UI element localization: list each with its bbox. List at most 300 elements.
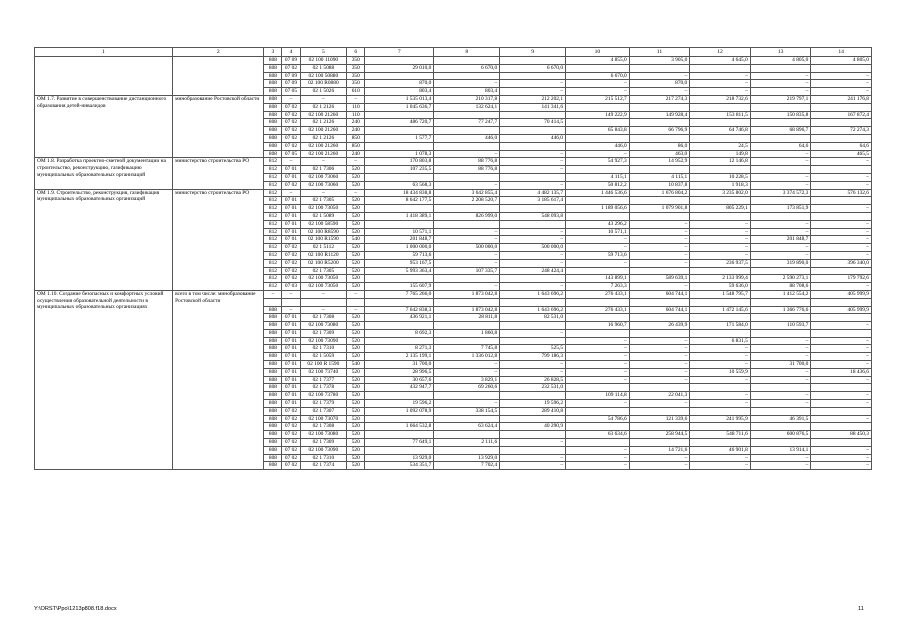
header-cell: 7 (365, 48, 434, 57)
code-cell: 07 01 (282, 353, 300, 361)
code-cell: 07 01 (282, 361, 300, 369)
code-cell: 02 100 73060 (300, 181, 347, 189)
header-cell: 6 (347, 48, 365, 57)
amount-cell: – (690, 80, 751, 88)
code-cell: 812 (264, 275, 282, 283)
amount-cell: – (434, 368, 500, 376)
code-cell: 808 (264, 431, 282, 439)
amount-cell: 217 274,3 (629, 95, 690, 103)
amount-cell: – (500, 259, 566, 267)
amount-cell: 88 776,8 (434, 158, 500, 166)
amount-cell (750, 423, 811, 431)
code-cell (282, 298, 300, 306)
code-cell: 02 1 5089 (300, 212, 347, 220)
amount-cell: 64,6 (811, 142, 872, 150)
amount-cell (566, 212, 630, 220)
code-cell: 240 (347, 119, 365, 127)
amount-cell: 3 829,1 (434, 376, 500, 384)
amount-cell (750, 407, 811, 415)
code-cell: 07 09 (282, 80, 300, 88)
amount-cell: – (434, 259, 500, 267)
code-cell: – (300, 306, 347, 314)
code-cell: 520 (347, 345, 365, 353)
amount-cell (566, 64, 630, 72)
amount-cell: 6 670,0 (500, 64, 566, 72)
amount-cell: 143 899,1 (566, 275, 630, 283)
measure-title-cell: ОМ 1.8. Разработка проектно-сметной документации на строительство, реконструкцию, газификацию муниципальных образовательных организаций (35, 158, 173, 189)
amount-cell: – (566, 454, 630, 462)
code-cell: 07 02 (282, 431, 300, 439)
amount-cell: 432 947,7 (365, 384, 434, 392)
code-cell: 812 (264, 228, 282, 236)
amount-cell: – (434, 361, 500, 369)
amount-cell: 54 786,6 (566, 415, 630, 423)
code-cell: 07 01 (282, 212, 300, 220)
amount-cell (434, 72, 500, 80)
amount-cell: 1 860,8 (434, 329, 500, 337)
code-cell: 07 01 (282, 329, 300, 337)
table-row (35, 189, 872, 197)
amount-cell: 63 568,3 (365, 181, 434, 189)
amount-cell: 5 993 363,4 (365, 267, 434, 275)
code-cell: 808 (264, 111, 282, 119)
code-cell: 520 (347, 220, 365, 228)
amount-cell: 7 263,3 (566, 283, 630, 291)
amount-cell: 132 624,1 (434, 103, 500, 111)
code-cell: 808 (264, 329, 282, 337)
amount-cell (434, 337, 500, 345)
code-cell: 520 (347, 439, 365, 447)
code-cell: 808 (264, 134, 282, 142)
amount-cell (750, 197, 811, 205)
code-cell: 808 (264, 88, 282, 96)
code-cell: 520 (347, 353, 365, 361)
code-cell: 07 01 (282, 337, 300, 345)
amount-cell: 141 341,6 (500, 103, 566, 111)
amount-cell: 66 796,9 (629, 127, 690, 135)
table-row (35, 95, 872, 103)
code-cell: 808 (264, 72, 282, 80)
amount-cell: 1 336 012,8 (434, 353, 500, 361)
amount-cell: 436 921,1 (365, 314, 434, 322)
code-cell: – (347, 290, 365, 298)
amount-cell (500, 337, 566, 345)
amount-cell: – (500, 439, 566, 447)
amount-cell (500, 298, 566, 306)
amount-cell: – (629, 244, 690, 252)
amount-cell: 3 235 802,0 (690, 189, 751, 197)
amount-cell: 465,5 (811, 150, 872, 158)
amount-cell: – (811, 400, 872, 408)
amount-cell: 258 944,5 (629, 431, 690, 439)
code-cell: 520 (347, 173, 365, 181)
amount-cell: 24,5 (690, 142, 751, 150)
amount-cell: 12 146,8 (690, 158, 751, 166)
code-cell: 350 (347, 64, 365, 72)
code-cell: 520 (347, 400, 365, 408)
amount-cell: 6 670,0 (566, 72, 630, 80)
code-cell: 350 (347, 57, 365, 65)
amount-cell: 59 713,6 (566, 251, 630, 259)
amount-cell: – (690, 244, 751, 252)
amount-cell: – (811, 337, 872, 345)
amount-cell (434, 275, 500, 283)
amount-cell (365, 431, 434, 439)
amount-cell (629, 407, 690, 415)
amount-cell: – (434, 400, 500, 408)
amount-cell: 2 208 520,7 (434, 197, 500, 205)
header-cell: 9 (500, 48, 566, 57)
table-row (35, 290, 872, 298)
amount-cell (500, 392, 566, 400)
amount-cell (690, 119, 751, 127)
code-cell: 540 (347, 236, 365, 244)
code-cell: 07 01 (282, 205, 300, 213)
amount-cell: – (811, 80, 872, 88)
amount-cell: 28 811,8 (434, 314, 500, 322)
amount-cell: – (811, 415, 872, 423)
amount-cell: – (811, 228, 872, 236)
code-cell: 07 02 (282, 111, 300, 119)
amount-cell: – (434, 150, 500, 158)
amount-cell: – (629, 283, 690, 291)
code-cell: 02 1 7305 (300, 197, 347, 205)
amount-cell: – (500, 150, 566, 158)
amount-cell (750, 298, 811, 306)
amount-cell: 8 692,3 (365, 329, 434, 337)
code-cell: 02 1 7306 (300, 166, 347, 174)
code-cell: 520 (347, 392, 365, 400)
code-cell: 520 (347, 251, 365, 259)
amount-cell: 4 805,0 (750, 57, 811, 65)
amount-cell: – (629, 251, 690, 259)
code-cell: 02 1 5026 (300, 88, 347, 96)
amount-cell (629, 329, 690, 337)
amount-cell (750, 314, 811, 322)
amount-cell: – (690, 228, 751, 236)
amount-cell: – (629, 345, 690, 353)
amount-cell: 6 831,5 (690, 337, 751, 345)
code-cell: 02 1 5088 (300, 64, 347, 72)
amount-cell (434, 322, 500, 330)
amount-cell (690, 64, 751, 72)
code-cell: 520 (347, 181, 365, 189)
code-cell: 07 02 (282, 134, 300, 142)
amount-cell: 22 041,3 (629, 392, 690, 400)
amount-cell: – (750, 228, 811, 236)
amount-cell (365, 415, 434, 423)
amount-cell (500, 127, 566, 135)
code-cell: 02 100 R1590 (300, 236, 347, 244)
amount-cell (750, 439, 811, 447)
code-cell: 812 (264, 244, 282, 252)
code-cell: 812 (264, 158, 282, 166)
amount-cell: 210 317,8 (434, 95, 500, 103)
amount-cell (629, 384, 690, 392)
amount-cell: – (629, 72, 690, 80)
amount-cell (811, 423, 872, 431)
amount-cell (434, 205, 500, 213)
code-cell: 812 (264, 181, 282, 189)
amount-cell: – (750, 368, 811, 376)
amount-cell: 43 296,2 (566, 220, 630, 228)
amount-cell: 534 351,7 (365, 462, 434, 470)
amount-cell (750, 329, 811, 337)
measure-title-cell: ОМ 1.9. Строительство, реконструкция, газификация муниципальных образовательных организаций (35, 189, 173, 290)
amount-cell: – (500, 236, 566, 244)
amount-cell: 1 092 078,9 (365, 407, 434, 415)
amount-cell: 446,0 (434, 134, 500, 142)
amount-cell: 219 797,1 (750, 95, 811, 103)
amount-cell (365, 275, 434, 283)
amount-cell: 289 410,8 (500, 407, 566, 415)
code-cell: 520 (347, 407, 365, 415)
amount-cell: 64 746,8 (690, 127, 751, 135)
amount-cell: 31 700,0 (750, 361, 811, 369)
amount-cell: – (811, 353, 872, 361)
amount-cell: – (750, 80, 811, 88)
code-cell: 02 1 7377 (300, 376, 347, 384)
code-cell: 520 (347, 228, 365, 236)
amount-cell: 201 848,7 (750, 236, 811, 244)
code-cell: – (282, 189, 300, 197)
amount-cell: – (690, 392, 751, 400)
amount-cell (500, 173, 566, 181)
code-cell: 808 (264, 423, 282, 431)
code-cell: 02 100 21260 (300, 111, 347, 119)
amount-cell: – (811, 446, 872, 454)
code-cell: 812 (264, 212, 282, 220)
amount-cell: 59 713,6 (365, 251, 434, 259)
amount-cell (690, 267, 751, 275)
code-cell: 808 (264, 353, 282, 361)
amount-cell (629, 298, 690, 306)
code-cell: 02 100 73080 (300, 431, 347, 439)
amount-cell: 77 649,1 (365, 439, 434, 447)
code-cell: 02 1 7374 (300, 462, 347, 470)
code-cell: 07 02 (282, 244, 300, 252)
amount-cell (811, 439, 872, 447)
code-cell: 850 (347, 134, 365, 142)
amount-cell (750, 212, 811, 220)
amount-cell: – (629, 454, 690, 462)
code-cell: 812 (264, 236, 282, 244)
code-cell: – (347, 189, 365, 197)
amount-cell: – (629, 368, 690, 376)
code-cell: 07 02 (282, 127, 300, 135)
amount-cell (500, 111, 566, 119)
code-cell: 240 (347, 127, 365, 135)
code-cell: 02 100 R 1590 (300, 361, 347, 369)
amount-cell: – (811, 244, 872, 252)
code-cell: 07 02 (282, 142, 300, 150)
amount-cell: 215 512,7 (566, 95, 630, 103)
amount-cell: – (566, 400, 630, 408)
amount-cell: – (690, 361, 751, 369)
amount-cell (690, 197, 751, 205)
code-cell: 520 (347, 368, 365, 376)
code-cell: 520 (347, 283, 365, 291)
code-cell: 02 100 R1120 (300, 251, 347, 259)
amount-cell: 870,0 (365, 80, 434, 88)
amount-cell: 19 596,2 (365, 400, 434, 408)
amount-cell (811, 267, 872, 275)
code-cell: – (282, 306, 300, 314)
amount-cell: – (566, 376, 630, 384)
code-cell: 07 02 (282, 251, 300, 259)
amount-cell: – (750, 150, 811, 158)
amount-cell: – (811, 392, 872, 400)
code-cell: 520 (347, 384, 365, 392)
header-cell: 3 (264, 48, 282, 57)
amount-cell: – (500, 368, 566, 376)
code-cell: 07 02 (282, 462, 300, 470)
amount-cell: – (629, 361, 690, 369)
code-cell: – (282, 290, 300, 298)
amount-cell: – (811, 462, 872, 470)
amount-cell: – (566, 368, 630, 376)
code-cell: 07 02 (282, 181, 300, 189)
amount-cell: – (629, 220, 690, 228)
header-cell: 11 (629, 48, 690, 57)
amount-cell (500, 205, 566, 213)
code-cell: 808 (264, 119, 282, 127)
amount-cell: 405 999,9 (811, 306, 872, 314)
amount-cell: – (500, 88, 566, 96)
code-cell: 07 01 (282, 314, 300, 322)
code-cell: 07 01 (282, 236, 300, 244)
amount-cell: – (811, 454, 872, 462)
code-cell: 07 02 (282, 415, 300, 423)
amount-cell: 525,5 (500, 345, 566, 353)
amount-cell: 1 577,7 (365, 134, 434, 142)
amount-cell (629, 439, 690, 447)
code-cell: 02 1 7378 (300, 384, 347, 392)
table-row (35, 158, 872, 166)
code-cell: 808 (264, 322, 282, 330)
code-cell: 02 100 11090 (300, 57, 347, 65)
amount-cell: 2 133 999,4 (690, 275, 751, 283)
amount-cell (365, 337, 434, 345)
amount-cell: 16 960,7 (566, 322, 630, 330)
amount-cell: – (566, 337, 630, 345)
amount-cell: – (690, 220, 751, 228)
code-cell: 850 (347, 142, 365, 150)
code-cell: 808 (264, 376, 282, 384)
code-cell: 07 02 (282, 267, 300, 275)
amount-cell: 241 995,9 (690, 415, 751, 423)
amount-cell (500, 431, 566, 439)
amount-cell: 1 472 145,6 (690, 306, 751, 314)
code-cell: 240 (347, 150, 365, 158)
amount-cell: 149,8 (690, 150, 751, 158)
amount-cell: 3 185 617,4 (500, 197, 566, 205)
amount-cell: – (566, 259, 630, 267)
code-cell: 808 (264, 306, 282, 314)
amount-cell: 1 873 042,8 (434, 290, 500, 298)
amount-cell (690, 298, 751, 306)
code-cell: 520 (347, 212, 365, 220)
amount-cell (434, 127, 500, 135)
table-body (35, 48, 872, 470)
code-cell: 520 (347, 376, 365, 384)
amount-cell (750, 134, 811, 142)
code-cell: 812 (264, 267, 282, 275)
amount-cell: 179 792,6 (811, 275, 872, 283)
code-cell: – (282, 95, 300, 103)
amount-cell (500, 415, 566, 423)
code-cell: 808 (264, 95, 282, 103)
amount-cell (566, 439, 630, 447)
code-cell: 350 (347, 72, 365, 80)
code-cell: 07 05 (282, 150, 300, 158)
amount-cell: 68 896,7 (750, 127, 811, 135)
amount-cell (500, 322, 566, 330)
amount-cell: 149 222,9 (566, 111, 630, 119)
code-cell: 02 1 7308 (300, 314, 347, 322)
amount-cell: – (750, 462, 811, 470)
amount-cell: 63 624,4 (434, 423, 500, 431)
code-cell: 07 01 (282, 384, 300, 392)
code-cell: 812 (264, 283, 282, 291)
amount-cell: 70 414,5 (500, 119, 566, 127)
amount-cell: 26 828,5 (500, 376, 566, 384)
amount-cell: 50 812,2 (566, 181, 630, 189)
amount-cell: 201 848,7 (365, 236, 434, 244)
amount-cell (434, 142, 500, 150)
amount-cell: – (500, 80, 566, 88)
amount-cell (811, 119, 872, 127)
amount-cell (500, 220, 566, 228)
code-cell: 812 (264, 166, 282, 174)
amount-cell: – (750, 392, 811, 400)
amount-cell: 4 115,1 (629, 173, 690, 181)
amount-cell (365, 205, 434, 213)
header-cell: 13 (750, 48, 811, 57)
amount-cell: 548 093,8 (500, 212, 566, 220)
code-cell: – (264, 290, 282, 298)
header-cell: 12 (690, 48, 751, 57)
amount-cell: 64,6 (750, 142, 811, 150)
amount-cell (566, 298, 630, 306)
amount-cell (811, 407, 872, 415)
code-cell: 02 100 73090 (300, 337, 347, 345)
amount-cell: 803,4 (365, 88, 434, 96)
amount-cell: 870,0 (629, 80, 690, 88)
amount-cell (629, 197, 690, 205)
code-cell: 520 (347, 446, 365, 454)
footer-file-path: Y:\ORST\Ppo\1213p808.f18.docx (34, 606, 117, 612)
code-cell: 808 (264, 345, 282, 353)
amount-cell: – (566, 462, 630, 470)
amount-cell (566, 407, 630, 415)
amount-cell: 241 176,8 (811, 95, 872, 103)
code-cell: 808 (264, 407, 282, 415)
code-cell: 520 (347, 462, 365, 470)
code-cell: 808 (264, 337, 282, 345)
amount-cell: 88 776,8 (434, 166, 500, 174)
amount-cell (365, 57, 434, 65)
amount-cell: 1 079 901,8 (629, 205, 690, 213)
amount-cell (750, 267, 811, 275)
code-cell: 812 (264, 259, 282, 267)
code-cell: 02 100 21260 (300, 127, 347, 135)
budget-table (34, 47, 872, 470)
amount-cell: 4 805,0 (811, 57, 872, 65)
amount-cell: – (750, 353, 811, 361)
amount-cell (690, 423, 751, 431)
amount-cell: 19 596,2 (500, 400, 566, 408)
